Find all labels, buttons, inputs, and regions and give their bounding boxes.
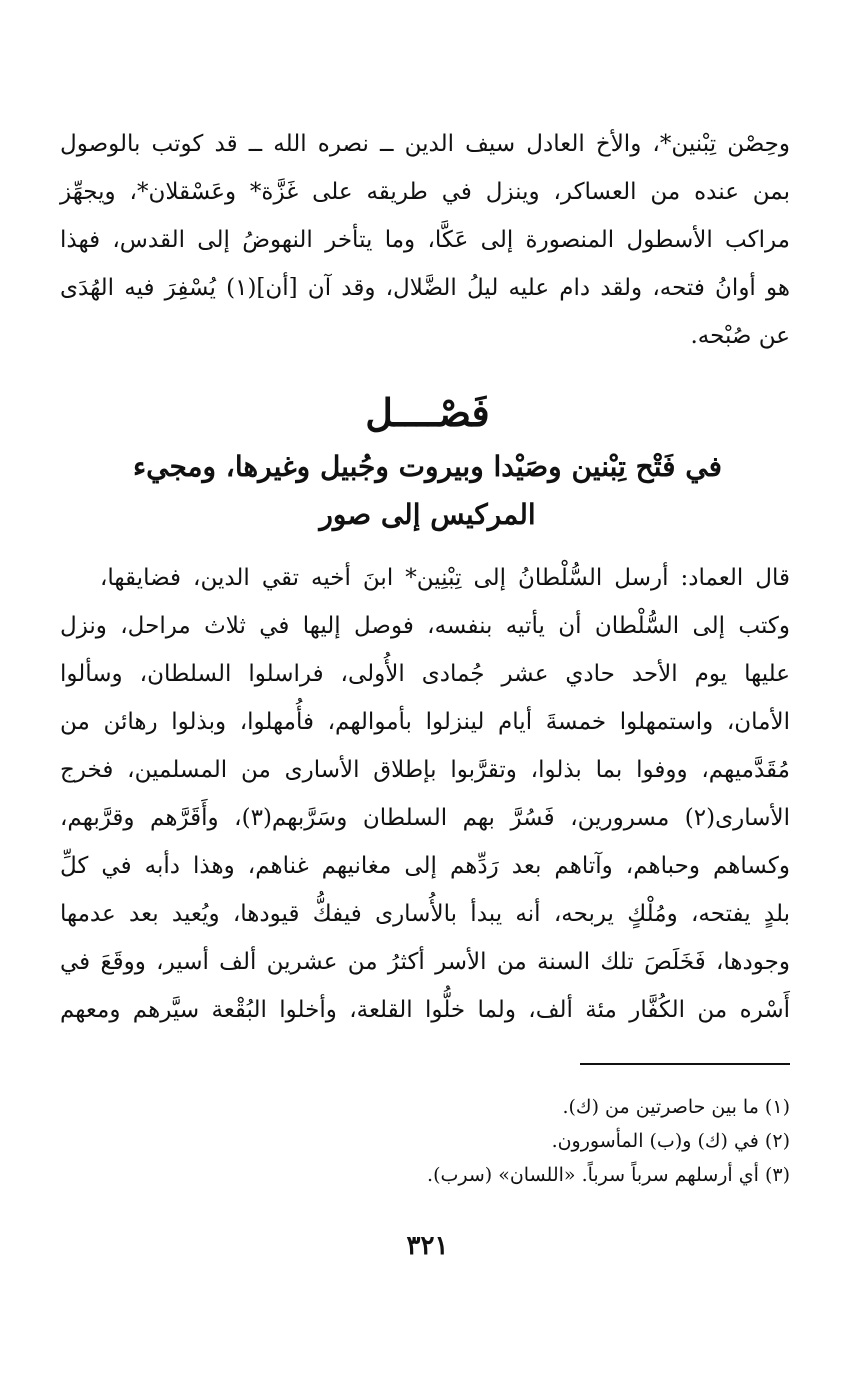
footnote: (٢) في (ك) و(ب) المأسورون. [551, 1130, 790, 1152]
text-line: بمن عنده من العساكر، وينزل في طريقه على غَزَّة* وعَسْقلان*، ويجهِّز [60, 179, 790, 205]
text-line: الأسارى(٢) مسرورين، فَسُرَّ بهم السلطان وسَرَّبهم(٣)، وأَقَرَّهم وقرَّبهم، [60, 805, 791, 831]
text-line: عليها يوم الأحد حادي عشر جُمادى الأُولى، فراسلوا السلطان، وسألوا [60, 661, 790, 687]
footnote: (١) ما بين حاصرتين من (ك). [562, 1096, 790, 1118]
text-line: قال العماد: أرسل السُّلْطانُ إلى تِبْنِين* ابنَ أخيه تقي الدين، فضايقها، [100, 565, 790, 591]
text-line: أَسْره من الكُفَّار مئة ألف، ولما خلُّوا القلعة، وأخلوا البُقْعة سيَّرهم ومعهم [60, 997, 790, 1023]
text-line: وحِصْن تِبْنين*، والأخ العادل سيف الدين ــ نصره الله ــ قد كوتب بالوصول [60, 131, 790, 157]
footnote: (٣) أي أرسلهم سرباً سرباً. «اللسان» (سرب). [427, 1164, 790, 1186]
text-line: وجودها، فَخَلَصَ تلك السنة من الأسر أكثرُ من عشرين ألف أسير، ووقَعَ في [60, 949, 790, 975]
text-line: وكساهم وحباهم، وآتاهم بعد رَدِّهم إلى مغانيهم غناهم، وهذا دأبه في كلِّ [60, 853, 790, 879]
text-line: هو أوانُ فتحه، ولقد دام عليه ليلُ الضَّلال، وقد آن [أن](١) يُسْفِرَ فيه الهُدَى [60, 275, 790, 301]
text-line: مُقَدَّميهم، ووفوا بما بذلوا، وتقرَّبوا بإطلاق الأسارى من المسلمين، فخرج [60, 757, 790, 783]
page-number: ٣٢١ [406, 1231, 449, 1261]
text-line: عن صُبْحه. [690, 323, 790, 349]
text-line: بلدٍ يفتحه، ومُلْكٍ يربحه، أنه يبدأ بالأُسارى فيفكُّ قيودها، ويُعيد بعد عدمها [60, 901, 790, 927]
section-subtitle-line: في فَتْح تِبْنين وصَيْدا وبيروت وجُبيل وغيرها، ومجيء [132, 450, 723, 483]
section-subtitle-line: المركيس إلى صور [319, 498, 536, 531]
text-line: الأمان، واستمهلوا خمسةَ أيام لينزلوا بأموالهم، فأُمهلوا، وبذلوا رهائن من [60, 709, 790, 735]
section-heading: فَصْــــل [365, 390, 490, 435]
text-line: وكتب إلى السُّلْطان أن يأتيه بنفسه، فوصل إليها في ثلاث مراحل، ونزل [60, 613, 790, 639]
text-line: مراكب الأسطول المنصورة إلى عَكَّا، وما يتأخر النهوضُ إلى القدس، فهذا [60, 227, 790, 253]
footnote-separator [580, 1063, 790, 1065]
